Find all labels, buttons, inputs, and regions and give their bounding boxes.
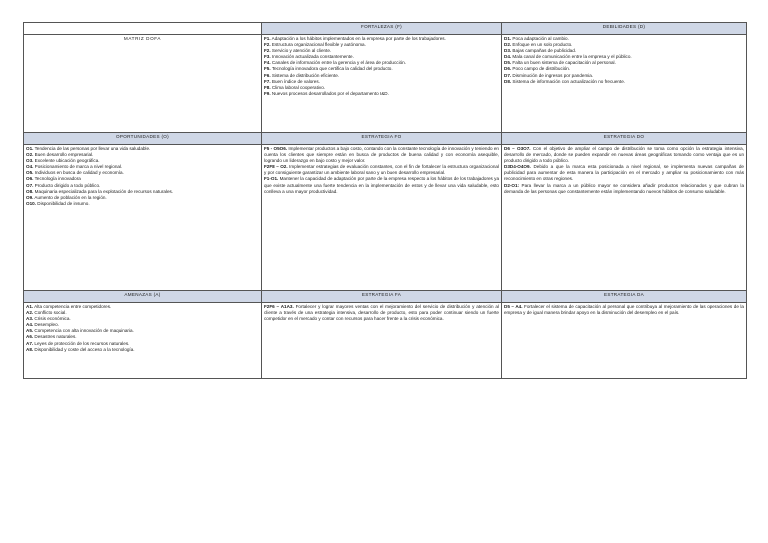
item-text: Desastres naturales. (33, 334, 77, 340)
item-code: O3. (26, 158, 34, 164)
item-code: A5. (26, 328, 34, 334)
item-code: O6. (26, 176, 34, 182)
estrategia-fa-list (262, 303, 502, 379)
item-text: Individuos en busca de calidad y economía. (33, 170, 124, 176)
item-text: Servicio y atención al cliente. (270, 48, 332, 54)
item-text: Debido a que la marca esta posicionada a nivel regional, se implementa nuevas campañas de publicidad para aumentar de esta manera la participación en el mercado y ampliar su posicionamiento con más reconocimiento en otras regiones. (504, 164, 744, 182)
item-code: O5. (26, 170, 34, 176)
item-code: D2-O1: (504, 182, 520, 188)
item-text: Disponibilidad de insumo. (35, 200, 90, 206)
estrategia-da-header: ESTRATEGIA DA (502, 291, 747, 303)
item-text: Buen desarrollo empresarial. (33, 152, 94, 158)
item-code: D5. (504, 60, 512, 66)
item-text: Leyes de protección de los recursos naturales. (33, 340, 130, 346)
item-code: F7. (264, 78, 271, 84)
estrategia-fo-item (264, 176, 499, 194)
item-code: A7. (26, 340, 34, 346)
item-code: D1. (504, 36, 512, 41)
fortalezas-list (262, 35, 502, 133)
item-text: Bajas campañas de publicidad. (511, 48, 577, 54)
item-text: Tecnología innovadora que certifica la calidad del producto. (270, 66, 393, 72)
item-text: Maquinaria especializada para la explotación de recursos naturales. (33, 188, 174, 194)
item-code: D3. (504, 48, 512, 54)
item-code: F2. (264, 42, 271, 48)
item-code: F1. (264, 36, 271, 41)
item-code: O7. (26, 182, 34, 188)
oportunidades-item (26, 201, 259, 207)
estrategia-fo-header: ESTRATEGIA FO (262, 133, 502, 145)
item-code: A2. (26, 310, 34, 316)
item-text: Competencia con alta innovación de maquinaria. (33, 328, 134, 334)
item-text: Tecnología innovadora (33, 176, 81, 182)
estrategia-fo-item (264, 164, 499, 176)
item-text: Sistema de distribución eficiente. (270, 72, 340, 78)
fortalezas-item (264, 91, 499, 97)
item-code: F2F8 – O2. (264, 164, 288, 170)
item-text: Clima laboral cooperativo. (270, 84, 326, 90)
estrategia-fa-header: ESTRATEGIA FA (262, 291, 502, 303)
item-code: D7. (504, 72, 512, 78)
item-code: F6. (264, 72, 271, 78)
item-code: O1. (26, 146, 34, 151)
item-code: F2. (264, 48, 271, 54)
item-text: Disminución de ingresos por pandemia. (511, 72, 594, 78)
fortalezas-header: FORTALEZAS (F) (262, 23, 502, 35)
estrategia-fo-list (262, 145, 502, 291)
estrategia-do-item (504, 183, 744, 195)
content-row-2 (24, 145, 747, 291)
item-text: Fortalecer y lograr mayores ventas con el mejoramiento del servicio de distribución y atención al cliente a través de una estrategia intensiva, desarrollo de producto, esto para poder continuar siendo un fuerte competidor en el mercado y contar con recursos para hacer frente a la crisis económica. (264, 304, 499, 322)
amenazas-list (24, 303, 262, 379)
estrategia-da-item (504, 304, 744, 316)
item-code: A1. (26, 304, 34, 309)
debilidades-item (504, 79, 744, 85)
header-row-2 (24, 133, 747, 145)
item-text: Aumento de población en la región. (33, 194, 107, 200)
item-text: Enfoque en un solo producto. (511, 42, 573, 48)
item-text: Mala canal de comunicación entre la empresa y el público. (511, 54, 632, 60)
item-code: D4. (504, 54, 512, 60)
item-text: Disponibilidad y coste del acceso a la tecnología. (33, 346, 135, 352)
content-row-3 (24, 303, 747, 379)
item-code: D8. (504, 78, 512, 84)
item-text: Estructura organizacional flexible y autónoma. (270, 42, 366, 48)
item-code: F5 - O5O6. (264, 146, 288, 151)
item-code: A6. (26, 334, 34, 340)
item-code: O8. (26, 188, 34, 194)
item-code: D6. (504, 66, 512, 72)
header-row-1 (24, 23, 747, 35)
item-text: Buen índice de valores. (270, 78, 320, 84)
item-code: D3D4-O4O9. (504, 164, 531, 170)
estrategia-da-list (502, 303, 747, 379)
dofa-matrix-table (23, 22, 747, 379)
item-text: Tendencia de las personas por llevar una vida saludable. (33, 146, 151, 151)
item-text: Excelente ubicación geográfica. (33, 158, 100, 164)
item-text: Innovación actualizada constantemente. (270, 54, 354, 60)
estrategia-fo-item (264, 146, 499, 164)
item-text: Desempleo. (33, 322, 59, 328)
item-code: O9. (26, 194, 34, 200)
amenazas-header: AMENAZAS (A) (24, 291, 262, 303)
item-text: Poco campo de distribución. (511, 66, 571, 72)
item-code: F3. (264, 54, 271, 60)
content-row-1 (24, 35, 747, 133)
estrategia-do-list (502, 145, 747, 291)
item-code: A4. (26, 322, 34, 328)
item-code: D2. (504, 42, 512, 48)
oportunidades-list (24, 145, 262, 291)
amenazas-item (26, 347, 259, 353)
item-code: A3. (26, 316, 34, 322)
item-text: Con el objetivo de ampliar el campo de distribución se toma como opción la estrategia intensiva, desarrollo de mercado, donde se pueden expandir en nuevas áreas geográficas tomando como ventaja que es un producto dirigido a todo público. (504, 146, 744, 164)
estrategia-fa-item (264, 304, 499, 322)
item-code: O10. (26, 200, 36, 206)
item-text: Canales de información entre la gerencia y el área de producción. (270, 60, 406, 66)
item-text: Fortalecer el sistema de capacitación al personal que contribuya al mejoramiento de las operaciones de la empresa y de igual manera brindar apoyo en la disminución del desempleo en el país. (504, 304, 744, 316)
item-text: Implementar estrategias de evaluación constantes, con el fin de fortalecer la estructura organizacional y por consiguiente garantizar un ambiente laboral sano y un buen desarrollo empresarial. (264, 164, 499, 176)
item-code: F1-O1. (264, 176, 279, 182)
item-text: Nuevos procesos desarrollados por el departamento I&D. (270, 90, 389, 96)
oportunidades-header: OPORTUNIDADES (O) (24, 133, 262, 145)
item-text: Posicionamiento de marca a nivel regional. (33, 164, 123, 170)
item-code: O4. (26, 164, 34, 170)
item-code: F2F6 – A1A3. (264, 304, 294, 309)
estrategia-do-item (504, 164, 744, 182)
item-text: Falta un buen sistema de capacitación al personal. (511, 60, 616, 66)
item-text: Adaptación a los hábitos implementados en la empresa por parte de los trabajadores. (270, 36, 446, 41)
item-text: Poca adaptación al cambio. (511, 36, 569, 41)
debilidades-header: DEBILIDADES (D) (502, 23, 747, 35)
item-text: Alta competencia entre competidores. (33, 304, 112, 309)
item-text: Implementar productos a bajo costo, contando con la constante tecnología de innovación y teniendo en cuenta los clientes que siempre están en busca de productos de buena calidad y con economía asequible, logrando un liderazgo en bajo costo y mejor valor. (264, 146, 499, 164)
item-text: Sistema de información con actualización no frecuente. (511, 78, 626, 84)
item-text: Mantener la capacidad de adaptación por parte de la empresa respecto a los hábitos de los trabajadores ya que existe actualmente una fuerte tendencia en la implementación de estos y de llevar una vida saludable, esto conlleva a una mayor productividad. (264, 176, 499, 194)
estrategia-do-header: ESTRATEGIA DO (502, 133, 747, 145)
item-text: Para llevar la marca a un público mayor se considera añadir productos relacionados y que cubran la demanda de las personas que constantemente están implementando nuevos hábitos de consumo saludable. (504, 182, 744, 194)
item-code: F4. (264, 60, 271, 66)
item-code: D5 – A4. (504, 304, 523, 309)
item-text: Conflicto social. (33, 310, 67, 316)
item-code: F8. (264, 84, 271, 90)
item-text: Producto dirigido a todo público. (33, 182, 101, 188)
item-text: Crisis económica. (33, 316, 71, 322)
header-row-3 (24, 291, 747, 303)
estrategia-do-item (504, 146, 744, 164)
item-code: O2. (26, 152, 34, 158)
item-code: F9. (264, 90, 271, 96)
item-code: F5. (264, 66, 271, 72)
empty-corner-cell (24, 23, 262, 35)
item-code: A8. (26, 346, 34, 352)
matrix-title: MATRIZ DOFA (24, 35, 262, 133)
debilidades-list (502, 35, 747, 133)
item-code: D6 – O3O7. (504, 146, 531, 151)
